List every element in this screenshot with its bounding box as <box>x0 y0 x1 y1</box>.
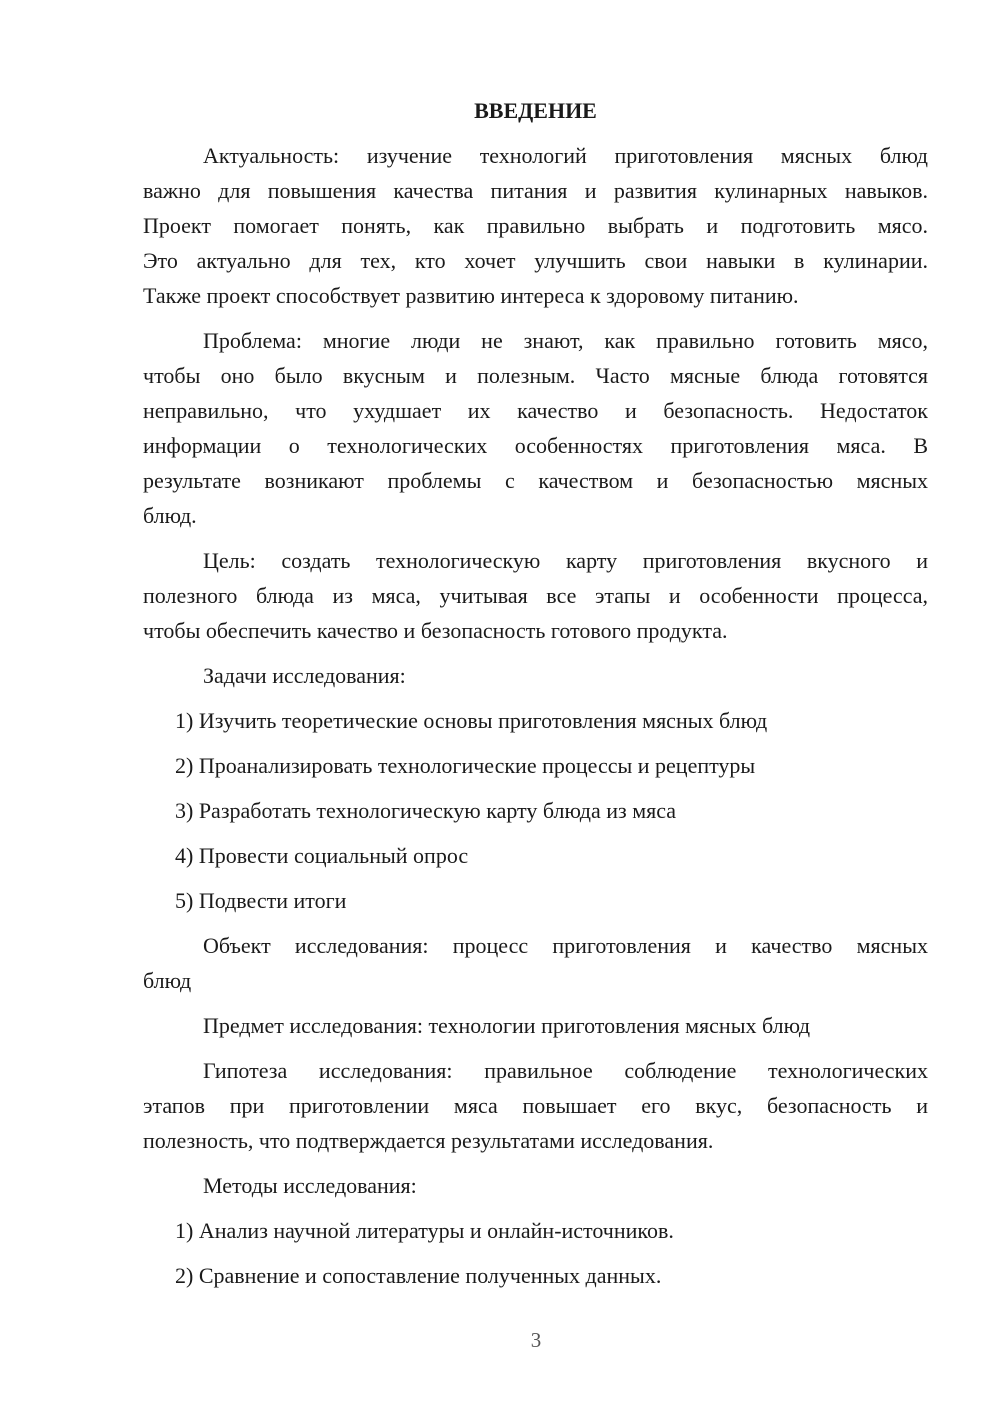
text-line: результате возникают проблемы с качеством и безопасностью мясных <box>143 468 928 493</box>
text-line: Это актуально для тех, кто хочет улучшить свои навыки в кулинарии. <box>143 248 928 273</box>
text-line: Гипотеза исследования: правильное соблюдение технологических <box>203 1058 928 1083</box>
subject-paragraph <box>143 1008 928 1043</box>
text-line: Задачи исследования: <box>203 663 406 688</box>
page-number: 3 <box>530 1328 542 1352</box>
task-item: 2) Проанализировать технологические процессы и рецептуры <box>175 753 756 778</box>
text-line: Проблема: многие люди не знают, как правильно готовить мясо, <box>203 328 928 353</box>
relevance-paragraph <box>143 138 928 313</box>
text-line: блюд. <box>143 503 197 528</box>
text-line: неправильно, что ухудшает их качество и безопасность. Недостаток <box>143 398 928 423</box>
document-page <box>143 93 928 1293</box>
text-line: информации о технологических особенностях приготовления мяса. В <box>143 433 928 458</box>
object-paragraph <box>143 928 928 998</box>
text-line: Актуальность: изучение технологий приготовления мясных блюд <box>203 143 928 168</box>
task-item: 5) Подвести итоги <box>175 888 347 913</box>
text-line: этапов при приготовлении мяса повышает его вкус, безопасность и <box>143 1093 928 1118</box>
text-line: чтобы обеспечить качество и безопасность готового продукта. <box>143 618 728 643</box>
text-line: важно для повышения качества питания и развития кулинарных навыков. <box>143 178 928 203</box>
text-line: Предмет исследования: технологии приготовления мясных блюд <box>203 1013 811 1038</box>
method-item: 1) Анализ научной литературы и онлайн-источников. <box>175 1218 674 1243</box>
task-item: 3) Разработать технологическую карту блюда из мяса <box>175 798 677 823</box>
problem-paragraph <box>143 323 928 533</box>
text-line: блюд <box>143 968 192 993</box>
method-item: 2) Сравнение и сопоставление полученных данных. <box>175 1263 662 1288</box>
text-line: Также проект способствует развитию интереса к здоровому питанию. <box>143 283 799 308</box>
hypothesis-paragraph <box>143 1053 928 1158</box>
task-item: 4) Провести социальный опрос <box>175 843 469 868</box>
text-line: Проект помогает понять, как правильно выбрать и подготовить мясо. <box>143 213 928 238</box>
text-line: полезность, что подтверждается результатами исследования. <box>143 1128 714 1153</box>
task-item: 1) Изучить теоретические основы приготовления мясных блюд <box>175 708 768 733</box>
text-line: полезного блюда из мяса, учитывая все этапы и особенности процесса, <box>143 583 928 608</box>
methods-heading <box>143 1168 928 1203</box>
text-line: Цель: создать технологическую карту приготовления вкусного и <box>203 548 928 573</box>
goal-paragraph <box>143 543 928 648</box>
text-line: Методы исследования: <box>203 1173 417 1198</box>
text-line: Объект исследования: процесс приготовления и качество мясных <box>203 933 928 958</box>
section-title: ВВЕДЕНИЕ <box>474 98 597 123</box>
tasks-heading <box>143 658 928 693</box>
text-line: чтобы оно было вкусным и полезным. Часто мясные блюда готовятся <box>143 363 928 388</box>
